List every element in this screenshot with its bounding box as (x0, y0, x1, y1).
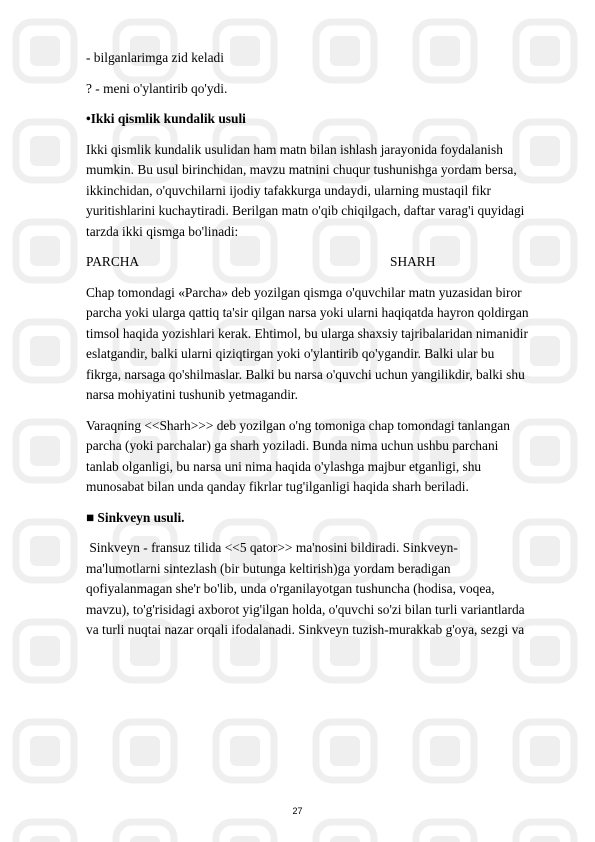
paragraph-line: tanlab olganligi, bu narsa uni nima haqida o'ylashga majbur etganligi, shu (86, 458, 482, 474)
page-number: 27 (292, 806, 303, 816)
paragraph-line: tarzda ikki qismga bo'linadi: (86, 223, 239, 239)
paragraph-line: Varaqning <<Sharh>>> deb yozilgan o'ng tomoniga chap tomondagi tanlangan (86, 417, 510, 433)
paragraph-line: mumkin. Bu usul birinchidan, mavzu matnini chuqur tushunishga yordam bersa, (86, 162, 517, 177)
paragraph-line: ikkinchidan, o'quvchilarni ijodiy tafakkurga undaydi, ularning mustaqil fikr (86, 182, 491, 198)
paragraph-line: fikrga, narsaga qo'shilmaslar. Balki bu narsa o'quvchi uchun yangilikdir, balki shu (86, 366, 525, 382)
section-heading-ikki-qismlik: •Ikki qismlik kundalik usuli (86, 111, 246, 126)
section-heading-sinkveyn: ■ Sinkveyn usuli. (86, 509, 185, 525)
paragraph-line: Sinkveyn - fransuz tilida <<5 qator>> ma'nosini bildiradi. Sinkveyn- (86, 540, 458, 555)
paragraph (86, 140, 552, 243)
paragraph-line: ma'lumotlarni sintezlash (bir butunga keltirish)ga yordam beradigan (86, 560, 451, 576)
column-label-sharh: SHARH (390, 254, 436, 269)
paragraph-line: qofiyalanmagan she'r bo'lib, unda o'rganilayotgan tushuncha (hodisa, voqea, (86, 581, 495, 596)
paragraph-line: mavzu), to'g'risidagi axborot yig'ilgan holda, o'quvchi so'zi bilan turli variantlarda (86, 601, 525, 617)
paragraph-line: narsa mohiyatini tushunib yetmagandir. (86, 387, 298, 402)
paragraph-line: parcha (yoki parchalar) ga sharh yoziladi. Bunda nima uchun ushbu parchani (86, 438, 499, 453)
paragraph-line: eslatgandir, balki ularni qiziqtirgan yoki o'ylantirib qo'ygandir. Balki ular bu (86, 346, 495, 361)
paragraph (86, 283, 552, 406)
paragraph-line: munosabat bilan unda qanday fikrlar tug'ilganligi haqida sharh beriladi. (86, 479, 469, 494)
text-line: - bilganlarimga zid keladi (86, 50, 224, 65)
paragraph-line: Chap tomondagi «Parcha» deb yozilgan qismga o'quvchilar matn yuzasidan biror (86, 284, 522, 300)
column-label-parcha: PARCHA (86, 254, 140, 269)
paragraph-line: yuritishlarini kuchaytiradi. Berilgan matn o'qib chiqilgach, daftar varag'i quyidagi (86, 203, 525, 218)
paragraph-line: Ikki qismlik kundalik usulidan ham matn bilan ishlash jarayonida foydalanish (86, 141, 503, 157)
paragraph (86, 538, 552, 641)
paragraph (86, 416, 552, 498)
text-line: ? - meni o'ylantirib qo'ydi. (86, 80, 228, 96)
two-column-header (86, 252, 552, 273)
paragraph-line: va turli nuqtai nazar orqali ifodalanadi. Sinkveyn tuzish-murakkab g'oya, sezgi va (86, 622, 525, 637)
paragraph-line: timsol haqida yozishlari kerak. Ehtimol, bu ularga shaxsiy tajribalaridan nimanidir (86, 325, 528, 341)
paragraph-line: parcha yoki ularga qattiq ta'sir qilgan narsa yoki ularni haqiqatda hayron qoldirgan (86, 305, 529, 320)
document-body (86, 48, 552, 651)
